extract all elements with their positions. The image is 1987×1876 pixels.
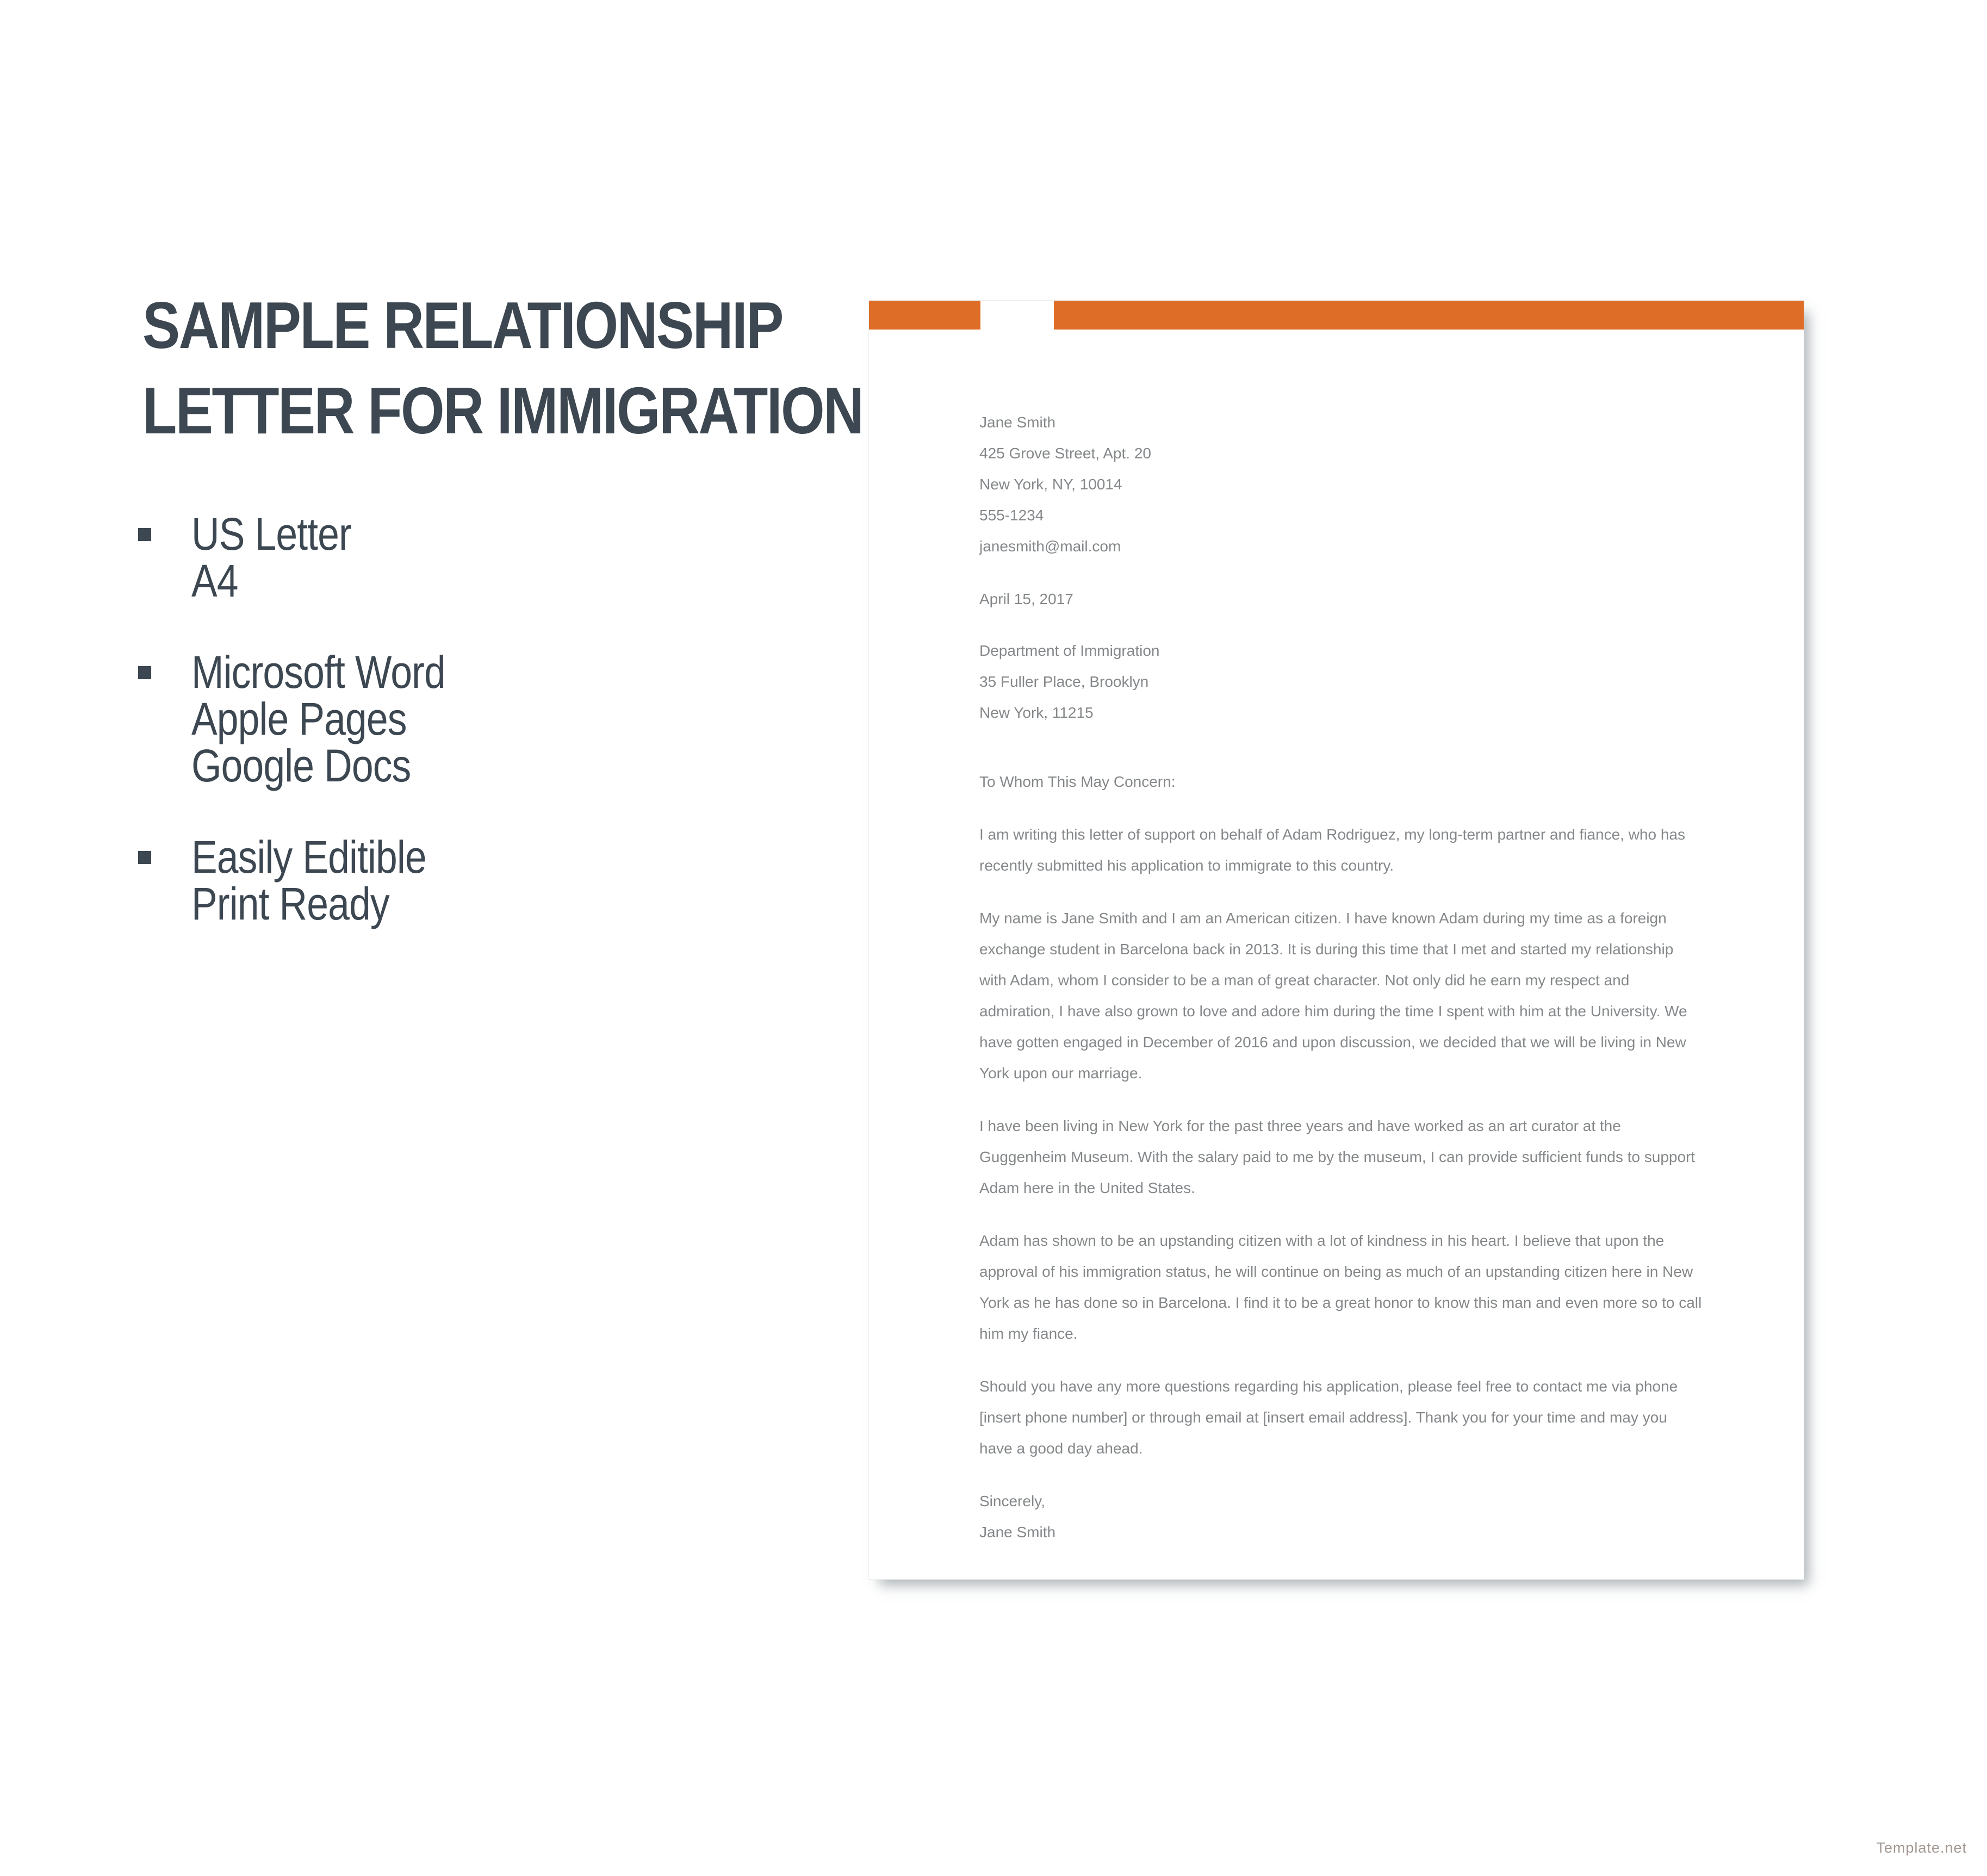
feature-line: A4: [191, 555, 238, 606]
page-title: [142, 283, 863, 454]
feature-list: [138, 508, 490, 972]
salutation: To Whom This May Concern:: [979, 773, 1176, 790]
letter-paragraph-1: I am writing this letter of support on behalf of Adam Rodriguez, my long-term partner and fiance, who has recently submitted his application to immigrate to this country.: [979, 826, 1685, 874]
letter-date: April 15, 2017: [979, 591, 1073, 607]
signature: Jane Smith: [979, 1524, 1056, 1540]
recipient-city: New York, 11215: [979, 704, 1094, 721]
feature-group-editability: [138, 831, 490, 929]
sender-phone: 555-1234: [979, 507, 1044, 524]
letter-paragraph-4: Adam has shown to be an upstanding citizen with a lot of kindness in his heart. I believe that upon the approval of his immigration status, he will continue on being as much of an upstanding citizen here in New York as he has done so in Barcelona. I find it to be a great honor to know this man and even more so to call him my fiance.: [979, 1232, 1702, 1342]
feature-text: [191, 831, 426, 929]
letter-header-accent-bar-gap: [980, 301, 1054, 330]
feature-line: Apple Pages: [191, 693, 407, 744]
feature-text: [191, 508, 351, 606]
closing: Sincerely,: [979, 1493, 1045, 1510]
bullet-square-icon: [138, 528, 151, 541]
recipient-street: 35 Fuller Place, Brooklyn: [979, 673, 1149, 690]
feature-line: US Letter: [191, 508, 351, 560]
closing-block: [979, 1486, 1703, 1548]
letter-paragraph-5: Should you have any more questions regarding his application, please feel free to contact me via phone [insert phone number] or through email at [insert email address]. Thank you for your time and may you have a good day ahead.: [979, 1378, 1678, 1457]
sender-city: New York, NY, 10014: [979, 476, 1122, 493]
letter-paragraph-2: My name is Jane Smith and I am an American citizen. I have known Adam during my time as a foreign exchange student in Barcelona back in 2013. It is during this time that I met and started my relationship with Adam, whom I consider to be a man of great character. Not only did he earn my respect and admiration, I have also grown to love and adore him during the time I spent with him at the University. We have gotten engaged in December of 2016 and upon discussion, we decided that we will be living in New York upon our marriage.: [979, 910, 1687, 1082]
sender-street: 425 Grove Street, Apt. 20: [979, 445, 1151, 462]
sender-address-block: [979, 407, 1703, 562]
bullet-square-icon: [138, 666, 151, 679]
page-title-line-2: LETTER FOR IMMIGRATION: [142, 374, 863, 448]
feature-group-software: [138, 649, 490, 789]
feature-line: Microsoft Word: [191, 647, 445, 698]
feature-line: Easily Editible: [191, 831, 426, 883]
feature-group-paper-size: [138, 508, 490, 606]
page-title-line-1: SAMPLE RELATIONSHIP: [142, 288, 783, 362]
template-net-watermark: Template.net: [1876, 1840, 1967, 1856]
feature-line: Google Docs: [191, 740, 411, 791]
letter-paragraph-3: I have been living in New York for the past three years and have worked as an art curator at the Guggenheim Museum. With the salary paid to me by the museum, I can provide sufficient funds to support Adam here in the United States.: [979, 1117, 1696, 1196]
recipient-address-block: [979, 635, 1703, 728]
sender-email: janesmith@mail.com: [979, 538, 1121, 555]
feature-line: Print Ready: [191, 878, 389, 929]
letter-content: [979, 407, 1703, 1548]
sender-name: Jane Smith: [979, 414, 1056, 431]
feature-text: [191, 649, 445, 789]
bullet-square-icon: [138, 851, 151, 864]
letter-page: [868, 300, 1804, 1580]
recipient-name: Department of Immigration: [979, 642, 1160, 659]
